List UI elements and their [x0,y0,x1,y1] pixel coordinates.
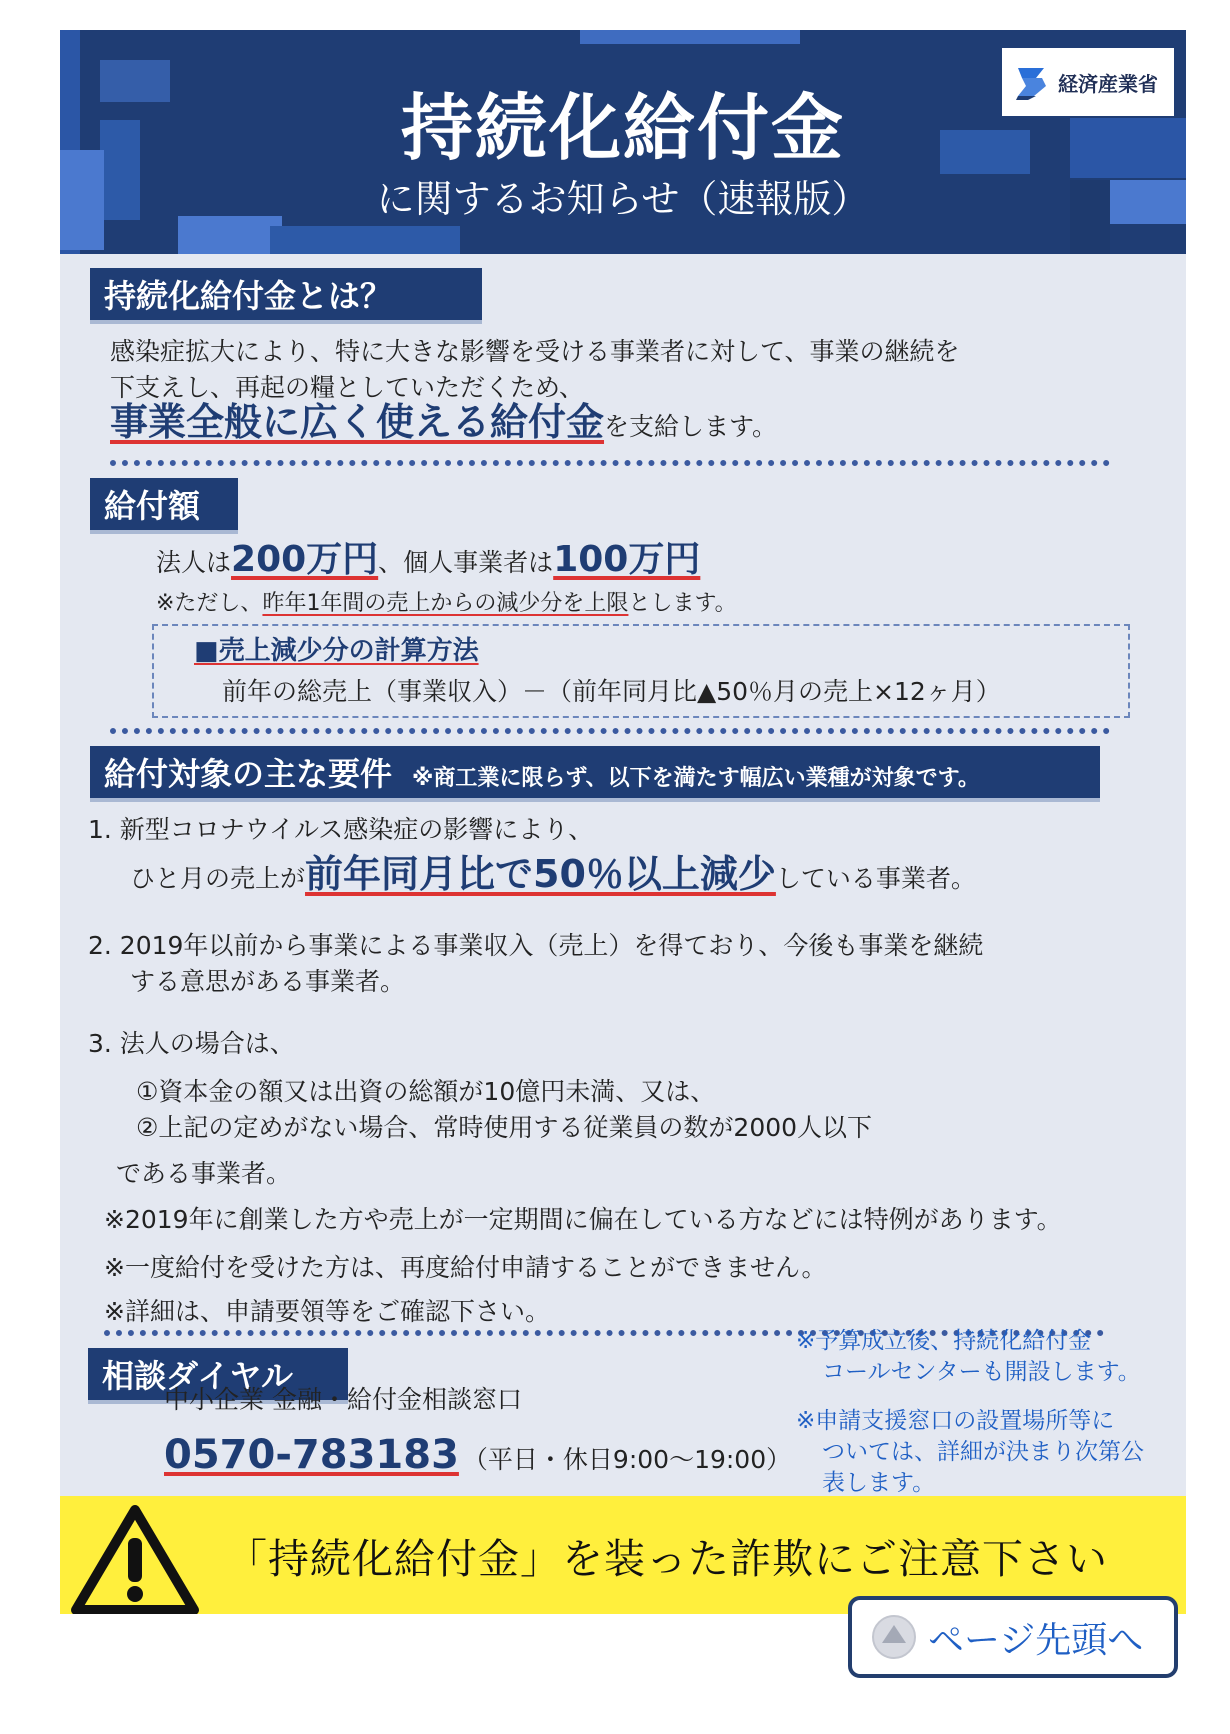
side-note-line: コールセンターも開設します。 [822,1359,1141,1385]
page-top-button[interactable] [848,1596,1178,1678]
consult-phone-number [164,1432,791,1478]
requirement-note: ※詳細は、申請要領等をご確認下さい。 [104,1297,550,1326]
about-emphasis: 事業全般に広く使える給付金 [110,400,605,444]
amount-note-text: ※ただし、 [156,591,263,616]
side-note-line: 表します。 [822,1470,936,1496]
amount-note-text: とします。 [628,591,737,616]
section-heading-label: 給付額 [104,487,201,525]
about-emphasis-line [110,400,778,445]
amount-text: 、個人事業者は [378,548,554,577]
consult-desk: 中小企業 金融・給付金相談窓口 [164,1385,522,1414]
flyer-header [60,30,1186,254]
up-arrow-circle-icon [870,1613,918,1661]
notice-flyer [60,30,1186,1614]
divider [110,728,1110,734]
section-heading-label: 相談ダイヤル [102,1357,294,1395]
about-line: 感染症拡大により、特に大きな影響を受ける事業者に対して、事業の継続を [110,337,960,366]
decor-block [270,226,460,254]
side-note-call-center [796,1326,1141,1388]
section-heading-about [90,268,482,324]
calc-method-box [152,624,1130,718]
corp-amount: 200万円 [231,539,379,580]
calc-method-formula: 前年の総売上（事業収入）－（前年同月比▲50％月の売上×12ヶ月） [222,677,1001,706]
requirement-item [130,852,976,897]
amount-note-underlined: 昨年1年間の売上からの減少分を上限 [262,591,629,616]
section-heading-label: 給付対象の主な要件 [104,755,393,793]
flyer-title: 持続化給付金 [400,86,845,170]
phone-number: 0570-783183 [164,1432,459,1478]
requirement-item: する意思がある事業者。 [130,967,406,996]
calc-method-title: ■売上減少分の計算方法 [194,636,479,666]
requirement-text: ひと月の売上が [130,864,306,893]
side-note-line: ※予算成立後、持続化給付金 [796,1328,1092,1354]
section-heading-note: ※商工業に限らず、以下を満たす幅広い業種が対象です。 [412,766,980,791]
amount-line [156,539,701,581]
phone-hours: （平日・休日9:00～19:00） [462,1445,792,1474]
requirement-emphasis: 前年同月比で50％以上減少 [305,852,776,896]
fraud-warning-text: 「持続化給付金」を装った詐欺にご注意下さい [226,1535,1108,1583]
amount-text: 法人は [156,548,232,577]
side-note-line: ついては、詳細が決まり次第公 [822,1439,1144,1465]
about-line-tail: を支給します。 [604,412,778,441]
warning-triangle-icon [70,1504,200,1614]
requirement-item: 1. 新型コロナウイルス感染症の影響により、 [88,815,594,844]
amount-note [156,586,737,622]
decor-block [580,30,800,44]
requirement-subitem: ②上記の定めがない場合、常時使用する従業員の数が2000人以下 [136,1113,873,1142]
side-note-support-desk [796,1406,1144,1499]
requirement-item: 3. 法人の場合は、 [88,1029,295,1058]
indiv-amount: 100万円 [553,539,701,580]
ministry-logo [1002,48,1174,116]
divider [110,460,1110,466]
requirement-text: している事業者。 [775,864,976,893]
requirement-note: ※一度給付を受けた方は、再度給付申請することができません。 [104,1253,827,1282]
requirement-item: 2. 2019年以前から事業による事業収入（売上）を得ており、今後も事業を継続 [88,931,984,960]
requirement-note: ※2019年に創業した方や売上が一定期間に偏在している方などには特例があります。 [104,1205,1062,1234]
flyer-subtitle: に関するお知らせ（速報版） [376,177,870,221]
section-heading-requirements [90,746,1100,802]
requirement-subitem: ①資本金の額又は出資の総額が10億円未満、又は、 [136,1077,716,1106]
section-heading-label: 持続化給付金とは？ [104,277,393,315]
requirement-subitem: である事業者。 [116,1159,292,1188]
page-top-label: ページ先頭へ [928,1619,1144,1661]
side-note-line: ※申請支援窓口の設置場所等に [796,1408,1115,1434]
ministry-name: 経済産業省 [1058,71,1158,96]
section-heading-amount [90,478,238,534]
meti-logo-icon [1014,64,1050,100]
about-line: 下支えし、再起の糧としていただくため、 [110,373,585,402]
